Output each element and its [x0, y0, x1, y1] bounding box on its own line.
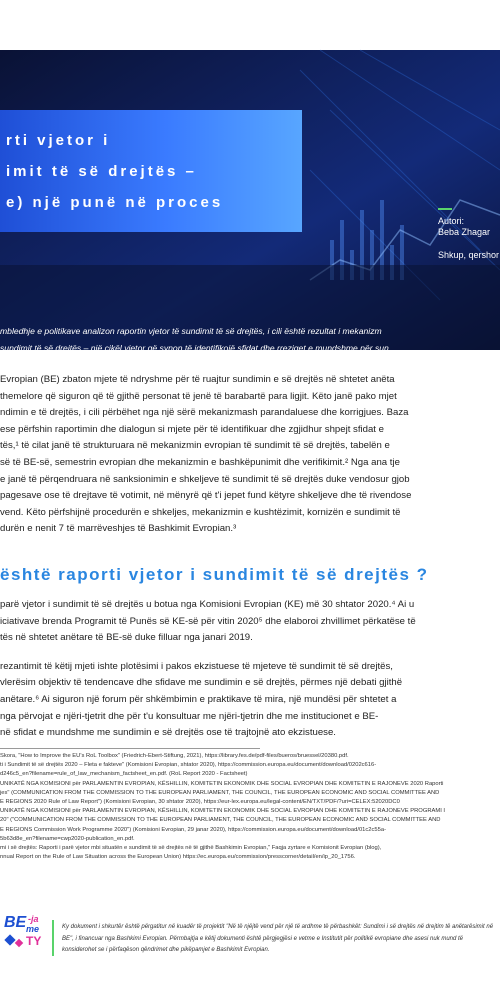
- footnote-line: ti i Sundimit të së drejtës 2020 – Fleta e fakteve" (Komisioni Evropian, shtator 2020), https://commission.europa.eu/document/download/0202c616-: [0, 762, 377, 769]
- body-line: iciativave brenda Programit të Punës së KE-së për vitin 2020⁵ dhe elaboroi zhvillimet përkatëse të: [0, 615, 416, 627]
- abstract-line: mbledhje e politikave analizon raportin vjetor të sundimit të së drejtës, i cili është rezultat i mekanizm: [0, 326, 382, 336]
- title-line-2: imit të së drejtës –: [6, 163, 197, 180]
- body-line: rezantimit të këtij mjeti ishte plotësimi i pakos ekzistuese të mjeteve të sundimit të së drejtës,: [0, 660, 393, 672]
- place-date: Shkup, qershor: [438, 250, 500, 260]
- abstract-line: sundimit të së drejtës – një cikël vjetor që synon të identifikojë sfidat dhe rreziqet e mundshme për sun: [0, 343, 389, 353]
- body-line: anëtare.⁶ Ai siguron një forum për shkëmbimin e praktikave të mira, një mundësi për shtetet a: [0, 693, 397, 705]
- logo-text-me: me: [26, 924, 40, 934]
- disclaimer: [62, 922, 498, 957]
- body-line: tës,¹ të cilat janë të strukturuara në mekanizmin evropian të sundimit të së drejtës, tabelën e: [0, 440, 390, 452]
- footnote-line: d246c5_en?filename=rule_of_law_mechanism_factsheet_en.pdf. (RoL Report 2020 - Factsheet): [0, 771, 248, 778]
- abstract-line: jtës dhe t'i parandalojë ato të transformohen në shkelje të sundimit të së drejtës.: [0, 360, 305, 370]
- logo-diamond-icon: [4, 934, 15, 945]
- body-line: durën e nenit 7 të marrëveshjes të Bashkimit Evropian.³: [0, 523, 237, 535]
- section-body: [0, 597, 500, 742]
- author-accent-bar: [438, 208, 452, 210]
- footnote-line: Skora, "How to Improve the EU's RoL Toolbox" (Friedrich-Ebert-Stiftung, 2021), https://library.fes.de/pdf-files/bueros/bruessel/20380.pdf.: [0, 753, 349, 759]
- footnote-divider: [0, 748, 260, 749]
- section-heading: është raporti vjetor i sundimit të së drejtës ?: [0, 565, 429, 584]
- footnote-line: mi i së drejtës: Raporti i parë vjetor mbi situatën e sundimit të së drejtës në të gjithë Bashkimin Evropian," Faqja zyrtare e Komisionit Evropian (blog),: [0, 845, 382, 852]
- footnote-line: UNIKATË NGA KOMISIONI për PARLAMENTIN EVROPIAN, KËSHILLIN, KOMITETIN EKONOMIK DHE SOCIAL EVROPIAN DHE KOMITETIN E RAJONEVE 2020 Raporti: [0, 780, 444, 787]
- body-line: ese përfshin raportimin dhe dialogun si mjete për të identifikuar dhe zgjidhur shpejt sfidat e: [0, 423, 384, 435]
- body-line: në sfidat e mundshme me sundimin e së drejtës ose të trajtojnë ato ekzistuese.: [0, 727, 336, 739]
- author-name: Beba Zhagar: [438, 227, 491, 237]
- logo-diamond-icon: [15, 939, 23, 947]
- disclaimer-line: BE", i financuar nga Bashkimi Evropian. Përmbajtja e këtij dokumenti është përgjegjësi e vetme e Institutit për politikë evropiane dhe asesi nuk mund të: [62, 935, 464, 942]
- author-block: [438, 208, 500, 261]
- body-line: së të BE-së, semestrin evropian dhe mekanizmin e bashkëpunimit dhe verifikimit.² Nga ana tje: [0, 456, 400, 468]
- be-ja-me-ty-logo: [0, 914, 50, 958]
- body-line: pagesave ose të drejtave të votimit, në mënyrë që t'i jepet fund këtyre shkeljeve dhe të rivendose: [0, 490, 412, 502]
- hero-banner: [0, 50, 500, 370]
- footnote-line: 20" ("COMMUNICATION FROM THE COMMISSION TO THE EUROPEAN PARLIAMENT, THE COUNCIL, THE EUROPEAN ECONOMIC AND SOCIAL COMMITTEE AND: [0, 817, 441, 824]
- logo-text-ja: -ja: [28, 914, 39, 924]
- footnote-line: E REGIONS Commission Work Programme 2020") (Komisioni Evropian, 29 janar 2020), https://commission.europa.eu/document/download/01c2c55a-: [0, 826, 387, 833]
- footnote-line: 5b63d8e_en?filename=cwp2020-publication_en.pdf.: [0, 835, 135, 842]
- body-line: themelore që siguron që të gjithë personat të jenë të barabartë para ligjit. Këto janë pako mjet: [0, 390, 397, 402]
- title-box: [0, 110, 302, 232]
- disclaimer-line: Ky dokument i shkurtër është përgatitur në kuadër të projektit "Në të njëjtë vend për një të ardhme të përbashkët: Sundimi i së drejtës në drejtim të anëtarësimit në: [62, 924, 494, 930]
- footnote-line: nnual Report on the Rule of Law Situation across the European Union) https://ec.europa.eu/commission/presscorner/detail/en/ip_20_1756.: [0, 854, 356, 861]
- title-line-1: rti vjetor i: [6, 132, 111, 149]
- footnote-line: UNIKATË NGA KOMISIONI për PARLAMENTIN EVROPIAN, KËSHILLIN, KOMITETIN EKONOMIK DHE SOCIAL EVROPIAN DHE KOMITETIN E RAJONEVE PROGRAMI I: [0, 808, 446, 815]
- footer-accent-bar: [52, 920, 54, 956]
- title-line-3: e) një punë në proces: [6, 194, 224, 211]
- intro-paragraph: [0, 372, 500, 538]
- body-line: vend. Këto përfshijnë procedurën e shkeljes, mekanizmin e kushtëzimit, kornizën e sundimit të: [0, 506, 401, 518]
- page-footer: [0, 900, 500, 960]
- logo-text-ty: TY: [26, 934, 42, 948]
- authors-label: Autori:: [438, 216, 465, 226]
- body-line: tës në shtetet anëtare të BE-së duke filluar nga janari 2019.: [0, 632, 253, 644]
- abstract: [0, 323, 500, 374]
- body-line: e janë të përqendruara në sanksionimin e shkeljeve të sundimit të së drejtës duke vendosur gjob: [0, 473, 410, 485]
- disclaimer-line: konsiderohet se i përfaqëson qëndrimet dhe pikëpamjet e Bashkimit Evropian.: [62, 947, 270, 953]
- body-line: vlerësim objektiv të tendencave dhe sfidave me sundimin e së drejtës, përmes një debati gjithë: [0, 677, 403, 689]
- footnote-line: E REGIONS 2020 Rule of Law Report") (Komisioni Evropian, 30 shtator 2020), https://eur-lex.europa.eu/legal-content/EN/TXT/PDF/?uri=CELEX:52020DC0: [0, 799, 400, 806]
- body-line: ndimin e të drejtës, i cili përbëhet nga një sërë mekanizmash parandaluese dhe korrigjues. Baza: [0, 407, 409, 419]
- body-line: nga përvojat e njëri-tjetrit dhe për t'u konsultuar me njëri-tjetrin dhe me institucionet e BE-: [0, 710, 379, 722]
- body-line: Evropian (BE) zbaton mjete të ndryshme për të ruajtur sundimin e së drejtës në shtetet anëta: [0, 374, 395, 385]
- logo-text-be: BE: [4, 914, 27, 931]
- footnote-line: jes" (COMMUNICATION FROM THE COMMISSION TO THE EUROPEAN PARLIAMENT, THE COUNCIL, THE EUROPEAN ECONOMIC AND SOCIAL COMMITTEE AND: [0, 789, 440, 796]
- body-line: parë vjetor i sundimit të së drejtës u botua nga Komisioni Evropian (KE) më 30 shtator 2020.⁴ Ai u: [0, 599, 415, 610]
- footnotes: [0, 752, 500, 862]
